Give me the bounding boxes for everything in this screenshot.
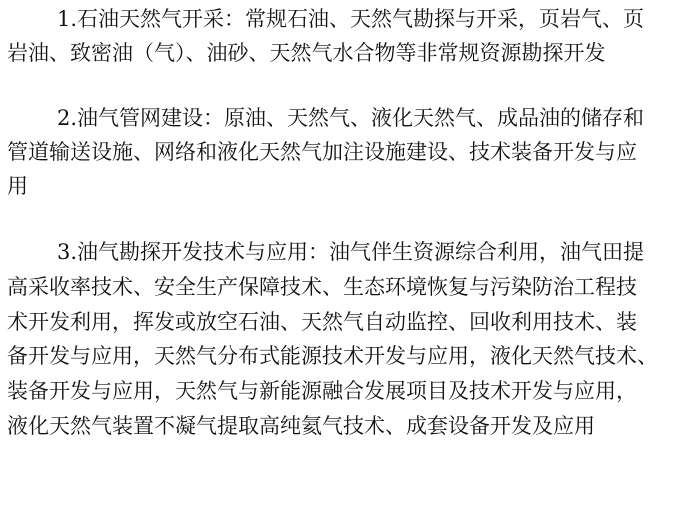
paragraph-line: 术开发利用，挥发或放空石油、天然气自动监控、回收利用技术、装 bbox=[7, 309, 637, 334]
paragraph-line: 岩油、致密油（气）、油砂、天然气水合物等非常规资源勘探开发 bbox=[7, 41, 606, 65]
paragraph-pipeline-network bbox=[0, 101, 700, 203]
paragraph-line: 备开发与应用，天然气分布式能源技术开发与应用，液化天然气技术、 bbox=[7, 344, 658, 369]
paragraph-line: 管道输送设施、网络和液化天然气加注设施建设、技术装备开发与应 bbox=[7, 140, 637, 164]
paragraph-oil-gas-extraction bbox=[0, 2, 700, 70]
paragraph-line: 用 bbox=[7, 174, 28, 198]
paragraph-line: 液化天然气装置不凝气提取高纯氦气技术、成套设备开发及应用 bbox=[7, 413, 595, 438]
paragraph-line: 装备开发与应用，天然气与新能源融合发展项目及技术开发与应用， bbox=[7, 379, 637, 404]
paragraph-line: 2.油气管网建设：原油、天然气、液化天然气、成品油的储存和 bbox=[57, 106, 645, 130]
paragraph-line: 高采收率技术、安全生产保障技术、生态环境恢复与污染防治工程技 bbox=[7, 274, 637, 299]
paragraph-line: 3.油气勘探开发技术与应用：油气伴生资源综合利用，油气田提 bbox=[57, 240, 645, 264]
paragraph-line: 1.石油天然气开采：常规石油、天然气勘探与开采，页岩气、页 bbox=[57, 7, 645, 31]
paragraph-exploration-technology bbox=[0, 235, 700, 444]
